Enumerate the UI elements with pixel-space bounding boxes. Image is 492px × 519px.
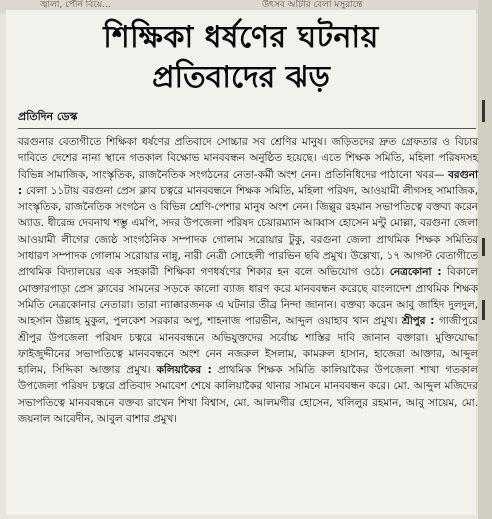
location-label: বরগুনা : [18, 168, 478, 197]
article-body [18, 134, 478, 427]
news-article [6, 10, 479, 515]
headline-line: শিক্ষিকা ধর্ষণের ঘটনায় [103, 20, 379, 55]
adjacent-column-edge [478, 0, 492, 519]
location-label: নেত্রকোনা : [389, 266, 442, 279]
paragraph-text: বেলা ১১টায় বরগুনা প্রেস ক্লাব চত্বরে মানববন্ধনে শিক্ষক সমিতি, মহিলা পরিষদ, আওয়ামী লীগসহ সামাজিক, সাংস্কৃতিক, রাজনৈতিক সংগঠন ও বিভিন্ন শ্রেণি-পেশার মানুষ অংশ নেন। জিল্লুর রহমান সভাপতিত্বে বক্তব্য করেন অ্যাড. ধীরেন্দ্র দেবনাথ শম্ভু এমপি, সদর উপজেলা পরিষদ চেয়ারম্যান আব্বাস হোসেন মন্টু মোল্লা, বরগুনা জেলা আওয়ামী লীগের জ্যেষ্ঠ সাংগঠনিক সম্পাদক গোলাম সরোয়ার টুকু, বরগুনা জেলা প্রাথমিক শিক্ষক সমিতির সাধারণ সম্পাদক গোলাম সরোয়ার নান্নু, নারী নেত্রী সোহেলী পারভিন ছবি প্রমুখ। উল্লেখ্য, ১৭ আগস্ট বেতাগীতে প্রাথমিক বিদ্যালয়ের এক সহকারী শিক্ষিকা গণধর্ষণের শিকার হন বলে অভিযোগ ওঠে। [18, 184, 478, 279]
column-mark [482, 300, 485, 320]
column-mark [482, 100, 485, 122]
paragraph-text: বরগুনার বেতাগীতে শিক্ষিকা ধর্ষণের প্রতিবাদে সোচ্চার সব শ্রেণির মানুষ। জড়িতদের দ্রুত গ্রেফতার ও বিচার দাবিতে দেশের নানা স্থানে গতকাল বিক্ষোভ মানববন্ধন অনুষ্ঠিত হয়েছে। এতে শিক্ষক সমিতি, মহিলা পরিষদসহ বিভিন্ন সামাজিক, সাংস্কৃতিক, রাজনৈতিক সংগঠনের নেতা-কর্মী অংশ নেন। প্রতিনিধিদের পাঠানো খবর— [18, 136, 478, 181]
paragraph-text: গাজীপুরে শ্রীপুর উপজেলা পরিষদ চত্বরে মানববন্ধনে অভিযুক্তদের সর্বোচ্চ শাস্তির দাবি জানান বক্তারা। মুক্তিযোদ্ধা ফাইজুদ্দীনের সভাপতিত্বে মানববন্ধনে অংশ নেন নজরুল ইসলাম, কামরুল হাসান, হাজেরা আক্তার, আব্দুল হালিম, সিদ্দিকা আক্তার প্রমুখ। [18, 315, 479, 377]
paragraph-text: প্রাথমিক শিক্ষক সমিতি কালিয়াকৈর উপজেলা শাখা গতকাল উপজেলা পরিষদ চত্বরে প্রতিবাদ সমাবেশ শেষে কালিয়াকৈর থানার সামনে মানববন্ধন করে। মো. আব্দুল মজিদের সভাপতিত্বে মানববন্ধনে বক্তব্য রাখেন শিখা বিশ্বাস, মো. আলমগীর হোসেন, খলিলুর রহমান, আবু সায়েম, মো. জয়নাল আবেদীন, আবুল বাশার প্রমুখ। [18, 364, 478, 426]
headline [6, 18, 476, 98]
column-mark [482, 238, 485, 256]
byline: প্রতিদিন ডেস্ক [18, 108, 77, 129]
headline-line: প্রতিবাদের ঝড় [152, 60, 330, 95]
divider [18, 128, 476, 129]
location-label: শ্রীপুর : [401, 315, 435, 328]
article-paragraph [18, 134, 478, 427]
adjacent-article-fragment: উৎসব আঁটার বেলা মসুরান্তে [262, 0, 363, 10]
paragraph-text: বিকালে মোক্তারপাড়া প্রেস ক্লাবের সামনের সড়কে কালো ব্যাজ ধারণ করে মানববন্ধন করেছে বাংলাদেশ প্রাথমিক শিক্ষক সমিতি নেত্রকোনার নেতারা। তারা ন্যাক্কারজনক এ ঘটনার তীব্র নিন্দা জানান। বক্তব্য করেন আবু জাহিদ দুলদুল, আহসান উল্লাহ মুকুল, পুলকেশ সরকার অপু, শাহনাজ পারভীন, আব্দুল ওয়াহাব খান প্রমুখ। [18, 266, 478, 328]
location-label: কলিয়াকৈর : [156, 364, 212, 377]
previous-article-fragment: জ্বালা, পৌর্ন বিয়ে... [40, 0, 111, 10]
